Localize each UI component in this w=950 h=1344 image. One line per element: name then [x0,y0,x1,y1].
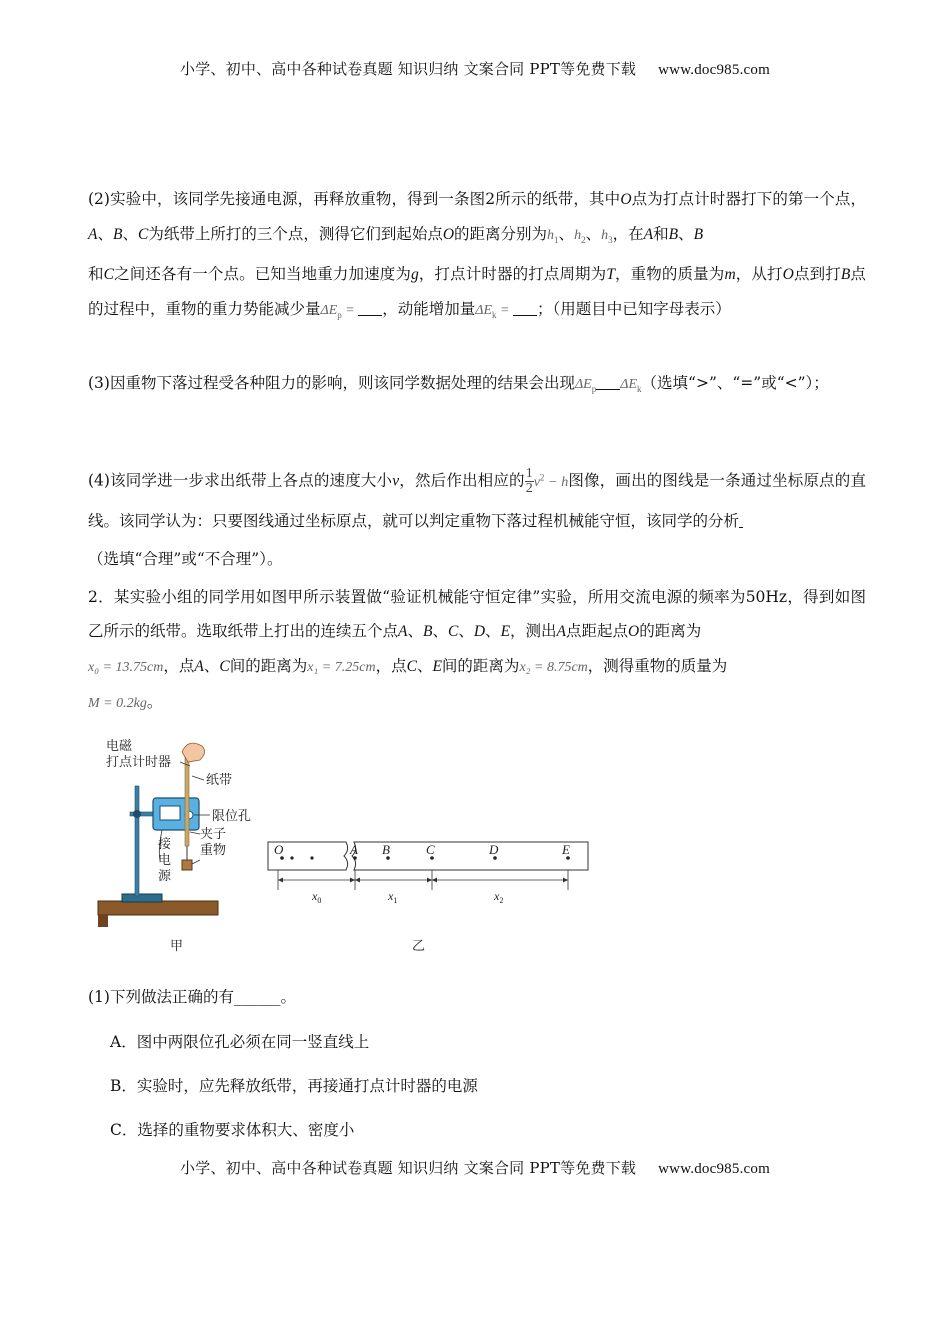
var: O [628,623,640,640]
text: （选填“合理”或“不合理”）。 [88,549,283,568]
var: B [693,226,704,243]
math-h1: $h_1$ [547,228,559,245]
var: B [423,623,433,640]
var: B [668,226,679,243]
text: 、 [203,657,220,675]
var: C [447,623,459,640]
caption-yi: 乙 [412,938,426,953]
text: 之间还各有一个点。已知当地重力加速度为 [113,264,411,283]
var: O [782,265,794,283]
text: 、 [485,622,501,640]
label-point-o: O [274,842,284,857]
text: (2)实验中，该同学先接通电源，再释放重物，得到一条图2所示的纸带，其中 [88,190,621,208]
math-delta-ep: $\Delta E_p$ [574,377,597,394]
text: 、 [458,622,474,640]
text: 的距离分别为 [454,225,548,243]
var: A [398,623,408,640]
caption-jia: 甲 [170,938,184,953]
var: B [112,226,123,243]
text: ，点 [375,657,407,675]
text: ，测得重物的质量为 [587,657,728,675]
label-point-d: D [489,842,499,857]
var: E [500,623,511,640]
math-delta-ek: $\Delta E_k$ [620,377,642,394]
figure-paper-tape [262,834,602,958]
text: （选填“>”、“=”或“<”）； [641,374,829,392]
var: C [406,658,417,675]
text: 和 [88,264,104,283]
question-1-part-4 [88,458,866,578]
label-point-a: A [350,842,358,857]
text: 、 [678,225,694,243]
answer-blank-ep[interactable] [358,301,382,316]
text: 点到打 [793,264,841,283]
var: A [88,226,98,243]
label-tape: 纸带 [206,772,233,787]
var: A [194,658,204,675]
question-1-part-3 [88,366,866,406]
label-clip: 夹子 [200,826,227,841]
label-timer-2: 打点计时器 [106,754,172,769]
stand-clamp [133,810,141,818]
label-x2: $x_2$ [494,889,504,905]
math-x2: x₂ = 8.75cm [519,660,588,675]
text: 2．某实验小组的同学用如图甲所示装置做“验证机械能守恒定律”实验，所用交流电源的频率为50Hz，得到如图乙所示的纸带。选取纸带上打出的连续五个点 [88,588,866,640]
text: ，重物的质量为 [614,264,725,283]
label-point-e: E [562,842,570,857]
text: (3)因重物下落过程受各种阻力的影响，则该同学数据处理的结果会出现 [88,374,575,392]
page-footer [0,1157,950,1178]
answer-blank-compare[interactable] [596,375,620,390]
question-1-part-2 [88,182,866,332]
text: ，点 [163,657,195,675]
question-2-part-1-stem: (1)下列做法正确的有______。 [88,988,296,1006]
text: 、 [97,225,113,243]
timer-window [160,806,180,820]
weight [182,860,192,870]
text: ，动能增加量 [382,299,476,318]
table-top [98,901,218,915]
text: 、 [407,622,423,640]
option-a[interactable]: A．图中两限位孔必须在同一竖直线上 [110,1033,370,1051]
text: 、 [122,225,138,243]
label-power-1: 接 [158,836,172,851]
paper-tape [185,754,189,846]
text: ，然后作出相应的 [399,471,525,490]
option-b[interactable]: B．实验时，应先释放纸带，再接通打点计时器的电源 [110,1077,478,1095]
text: ，测出 [510,622,557,640]
dot [290,856,293,859]
header-url[interactable]: www.doc985.com [658,62,770,78]
figure-apparatus [92,736,272,956]
text: 、 [432,622,448,640]
label-timer-1: 电磁 [106,738,133,753]
text: 为纸带上所打的三个点，测得它们到起始点 [148,225,443,243]
label-hole: 限位孔 [212,808,252,823]
text: 点为打点计时器打下的第一个点， [631,190,866,208]
dot [310,856,313,859]
var: C [137,226,149,243]
pointer [192,776,204,780]
math-x0: x₀ = 13.75cm [88,660,164,675]
text: 图像，画出的图线是一条通过坐标原点的直线。该同学认为：只要图线通过坐标原点，就可以判定重物下落过程机械能守恒，该同学的分析 [88,471,866,530]
text: 、 [416,657,433,675]
text: 点的过程中，重物的重力势能减少量 [88,264,866,318]
footer-url[interactable]: www.doc985.com [658,1161,770,1177]
text: 的距离为 [639,622,702,640]
text: ；（用题目中已知字母表示） [537,299,731,318]
text: ，打点计时器的打点周期为 [418,264,607,283]
var: C [219,658,230,675]
table-leg [98,915,108,927]
pointer [190,832,200,834]
math-delta-ep: $\Delta E_p$ = [320,302,359,320]
var: C [103,265,114,283]
var: O [620,191,632,208]
text: 间的距离为 [229,657,308,675]
fraction-half: $\frac{1}{2}$ [525,466,533,497]
text: ，从打 [735,264,783,283]
text: 、 [558,225,575,243]
label-weight: 重物 [200,842,227,857]
pointer [192,860,200,864]
text: 和 [653,225,669,243]
stand-base [122,894,162,902]
var: v [392,472,400,490]
label-point-b: B [382,842,390,857]
math-h3: $h_3$ [601,228,613,245]
text: 、 [585,225,602,243]
text: 。 [146,693,163,711]
label-point-c: C [426,842,435,857]
option-c[interactable]: C．选择的重物要求体积大、密度小 [110,1121,355,1139]
stand-pole [135,786,139,896]
var: B [840,265,851,283]
var: E [432,658,442,675]
footer-text: 小学、初中、高中各种试卷真题 知识归纳 文案合同 PPT等免费下载 [180,1159,637,1177]
label-power-2: 电 [158,852,172,867]
var: m [724,265,736,283]
header-text: 小学、初中、高中各种试卷真题 知识归纳 文案合同 PPT等免费下载 [180,60,637,78]
math-h2: $h_2$ [574,228,586,245]
text: 间的距离为 [441,657,520,675]
var: T [606,265,615,283]
var: O [442,226,455,243]
math-v2-h: $v^2 - h$ [533,472,569,490]
math-mass: M = 0.2kg [88,696,147,711]
label-power-3: 源 [158,868,172,883]
text: (4)该同学进一步求出纸带上各点的速度大小 [88,471,393,490]
var: A [556,623,567,640]
question-2-intro [88,580,866,721]
answer-blank-ek[interactable] [513,301,537,316]
page-header [0,58,950,79]
var: A [643,226,654,243]
answer-blank-analysis[interactable] [739,513,743,528]
text: 点距起点 [566,622,629,640]
math-delta-ek: $\Delta E_k$ = [475,302,513,320]
label-x1: $x_1$ [388,889,398,905]
text: ，在 [612,225,644,243]
math-x1: x₁ = 7.25cm [307,660,376,675]
var: g [410,265,419,283]
label-x0: $x_0$ [312,889,322,905]
var: D [473,623,486,640]
